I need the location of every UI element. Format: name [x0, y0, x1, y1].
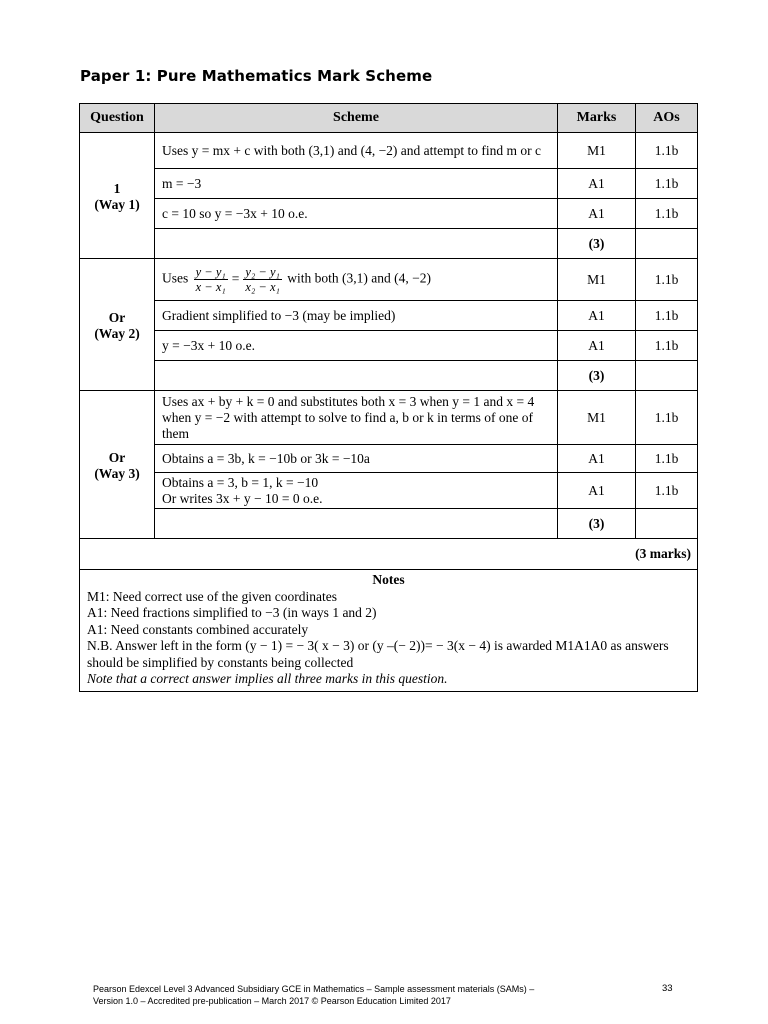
way3-row1-mark: M1 — [558, 391, 636, 445]
way2-row1 — [80, 259, 698, 301]
way1-question-number: 1 — [113, 180, 121, 196]
way1-row2 — [80, 169, 698, 199]
way1-row1 — [80, 133, 698, 169]
way3-question-label: (Way 3) — [94, 465, 140, 481]
equals-sign: = — [231, 270, 240, 286]
notes-cell — [80, 570, 698, 692]
way3-row2 — [80, 445, 698, 473]
way3-row3-scheme — [155, 473, 558, 509]
way3-row3-line2: Or writes 3x + y − 10 = 0 o.e. — [162, 490, 323, 506]
way2-question-label: (Way 2) — [94, 325, 140, 341]
way3-row3 — [80, 473, 698, 509]
total-row — [80, 539, 698, 570]
way1-row1-ao: 1.1b — [636, 133, 698, 169]
way2-row1-ao: 1.1b — [636, 259, 698, 301]
way2-row3-ao: 1.1b — [636, 331, 698, 361]
fraction-right-denominator: x₂ − x₁ — [245, 280, 280, 294]
way2-uses-text: Uses — [162, 270, 189, 286]
fraction-left-denominator: x − x₁ — [195, 280, 226, 294]
note-line: N.B. Answer left in the form (y − 1) = − 3( x − 3) or (y –(− 2))= − 3(x − 4) is awarded M1A1A0 as answers should be simplified by constants being collected — [87, 638, 669, 670]
fraction-right-numerator: y₂ − y₁ — [245, 265, 280, 279]
page-title: Paper 1: Pure Mathematics Mark Scheme — [80, 67, 433, 85]
way2-question-cell — [80, 259, 155, 391]
way1-row1-mark: M1 — [558, 133, 636, 169]
way3-row1-scheme: Uses ax + by + k = 0 and substitutes both x = 3 when y = 1 and x = 4 when y = −2 with attempt to solve to find a, b or k in terms of one of them — [155, 391, 558, 445]
mark-scheme-table — [79, 103, 698, 692]
footer-line2: Version 1.0 – Accredited pre-publication – March 2017 © Pearson Education Limited 2017 — [93, 996, 451, 1006]
way2-row1-mark: M1 — [558, 259, 636, 301]
way1-row1-scheme: Uses y = mx + c with both (3,1) and (4, −2) and attempt to find m or c — [155, 133, 558, 169]
way1-row3-mark: A1 — [558, 199, 636, 229]
way1-subtotal: (3) — [558, 229, 636, 259]
way2-tail-text: with both (3,1) and (4, −2) — [287, 270, 431, 286]
footer-line1: Pearson Edexcel Level 3 Advanced Subsidiary GCE in Mathematics – Sample assessment materials (SAMs) – — [93, 984, 535, 994]
total-marks: (3 marks) — [80, 539, 698, 570]
way1-row3-ao: 1.1b — [636, 199, 698, 229]
notes-row — [80, 570, 698, 692]
way3-row2-scheme: Obtains a = 3b, k = −10b or 3k = −10a — [155, 445, 558, 473]
way2-row3-mark: A1 — [558, 331, 636, 361]
way3-row3-line1: Obtains a = 3, b = 1, k = −10 — [162, 474, 319, 490]
way3-question-cell — [80, 391, 155, 539]
header-aos: AOs — [636, 104, 698, 133]
way3-row1 — [80, 391, 698, 445]
way2-row2-ao: 1.1b — [636, 301, 698, 331]
way3-row2-mark: A1 — [558, 445, 636, 473]
notes-title: Notes — [372, 572, 405, 587]
way1-question-label: (Way 1) — [94, 196, 140, 212]
way3-subtotal: (3) — [558, 509, 636, 539]
way3-question-number: Or — [108, 449, 126, 465]
way1-row2-ao: 1.1b — [636, 169, 698, 199]
way1-row2-mark: A1 — [558, 169, 636, 199]
way2-subtotal-row — [80, 361, 698, 391]
way1-row3-scheme: c = 10 so y = −3x + 10 o.e. — [155, 199, 558, 229]
note-line: A1: Need constants combined accurately — [87, 621, 309, 637]
way1-row2-scheme: m = −3 — [155, 169, 558, 199]
way3-row1-ao: 1.1b — [636, 391, 698, 445]
way2-row3-scheme: y = −3x + 10 o.e. — [155, 331, 558, 361]
header-marks: Marks — [558, 104, 636, 133]
way2-question-number: Or — [108, 309, 126, 325]
note-italic-line: Note that a correct answer implies all three marks in this question. — [87, 671, 448, 686]
way1-question-cell — [80, 133, 155, 259]
table-header-row — [80, 104, 698, 133]
way2-row2-mark: A1 — [558, 301, 636, 331]
gradient-fraction-left — [194, 265, 228, 294]
header-question: Question — [80, 104, 155, 133]
way1-row3 — [80, 199, 698, 229]
way2-row1-scheme — [155, 259, 558, 301]
fraction-left-numerator: y − y₁ — [195, 265, 226, 279]
gradient-fraction-right — [243, 265, 281, 294]
way2-row2 — [80, 301, 698, 331]
page-number: 33 — [662, 983, 673, 994]
way1-subtotal-row — [80, 229, 698, 259]
way2-row2-scheme: Gradient simplified to −3 (may be implied) — [155, 301, 558, 331]
note-line: A1: Need fractions simplified to −3 (in ways 1 and 2) — [87, 605, 377, 620]
way3-row2-ao: 1.1b — [636, 445, 698, 473]
way2-subtotal: (3) — [558, 361, 636, 391]
page-footer — [93, 983, 618, 1007]
way3-row3-ao: 1.1b — [636, 473, 698, 509]
way3-row3-mark: A1 — [558, 473, 636, 509]
header-scheme: Scheme — [155, 104, 558, 133]
way3-subtotal-row — [80, 509, 698, 539]
way2-row3 — [80, 331, 698, 361]
note-line: M1: Need correct use of the given coordinates — [87, 588, 338, 604]
